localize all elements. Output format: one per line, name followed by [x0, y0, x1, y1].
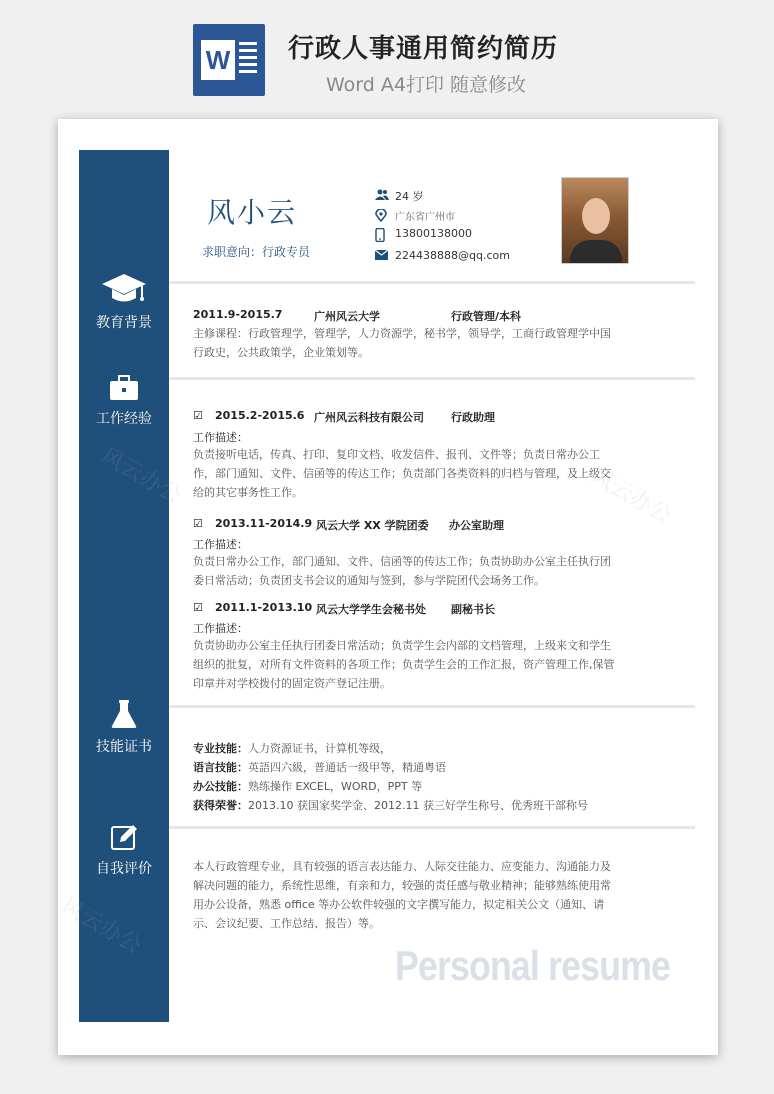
age-text: 24 岁 — [395, 190, 424, 203]
sidebar-item-education — [79, 272, 169, 332]
email-icon — [375, 250, 388, 260]
check-icon: ☑ — [193, 409, 203, 422]
work-company: 广州风云科技有限公司 — [314, 411, 424, 424]
map-pin-icon — [375, 209, 387, 222]
edit-icon — [109, 822, 139, 852]
skill-row: 语言技能：英語四六級，普通话一级甲等，精通粤语 — [193, 761, 446, 774]
work-desc-label: 工作描述： — [193, 538, 248, 551]
edu-major: 行政管理/本科 — [451, 310, 522, 323]
phone-icon — [375, 228, 385, 242]
work-role: 办公室助理 — [449, 519, 504, 532]
work-period: 2011.1-2013.10 — [215, 601, 313, 614]
work-desc-label: 工作描述： — [193, 431, 248, 444]
word-logo-letter: W — [201, 40, 235, 80]
resume-content — [169, 119, 718, 1055]
work-role: 行政助理 — [451, 411, 495, 424]
divider — [169, 377, 695, 380]
work-period: 2015.2-2015.6 — [215, 409, 305, 422]
word-logo-icon — [193, 24, 265, 96]
job-intent: 求职意向：行政专员 — [202, 245, 311, 259]
work-period: 2013.11-2014.9 — [215, 517, 313, 530]
work-desc-label: 工作描述： — [193, 622, 248, 635]
page-title: 行政人事通用简约简历 — [288, 34, 559, 64]
sidebar-label-education: 教育背景 — [96, 315, 152, 331]
phone-text: 13800138000 — [395, 227, 472, 240]
work-company: 风云大学 XX 学院团委 — [316, 519, 429, 532]
sidebar-label-self: 自我评价 — [96, 861, 152, 877]
skill-row: 办公技能：熟练操作 EXCEL，WORD，PPT 等 — [193, 780, 423, 793]
work-role: 副秘书长 — [451, 603, 495, 616]
watermark: 风云办公 — [586, 463, 676, 530]
check-icon: ☑ — [193, 601, 203, 614]
check-icon: ☑ — [193, 517, 203, 530]
graduation-cap-icon — [100, 272, 148, 306]
edu-courses: 主修课程：行政管理学，管理学，人力资源学，秘书学，领导学，工商行政管理学中国行政史，公共政策学，企业策划等。 — [193, 327, 611, 359]
work-desc: 负责接听电话，传真、打印、复印文档、收发信件、报刊、文件等；负责日常办公工作，部门通知、文件、信函等的传达工作；负责部门各类资料的归档与管理，及上级交给的其它事务性工作。 — [193, 448, 611, 499]
users-icon — [375, 189, 389, 201]
watermark: 风云办公 — [56, 893, 146, 960]
sidebar-item-work — [79, 374, 169, 428]
location-text: 广东省广州市 — [395, 212, 455, 223]
watermark: 风云办公 — [96, 443, 186, 510]
work-desc: 负责日常办公工作，部门通知、文件、信函等的传达工作；负责协助办公室主任执行团委日常活动；负责团支书会议的通知与签到，参与学院团代会场务工作。 — [193, 555, 611, 587]
page-header — [0, 0, 774, 110]
resume-name: 风小云 — [207, 196, 298, 229]
work-company: 风云大学学生会秘书处 — [316, 603, 426, 616]
divider — [169, 281, 695, 284]
briefcase-icon — [108, 374, 140, 402]
skill-row: 专业技能：人力资源证书，计算机等级， — [193, 742, 391, 755]
skill-row: 获得荣誉：2013.10 获国家奖学金、2012.11 获三好学生称号、优秀班干部称号 — [193, 799, 588, 812]
divider — [169, 705, 695, 708]
edu-school: 广州风云大学 — [314, 310, 380, 323]
sidebar-label-skills: 技能证书 — [96, 739, 152, 755]
avatar — [561, 177, 629, 264]
sidebar-item-skills — [79, 698, 169, 756]
divider — [169, 826, 695, 829]
sidebar-label-work: 工作经验 — [96, 411, 152, 427]
sidebar — [79, 150, 169, 1022]
page-subtitle: Word A4打印 随意修改 — [326, 74, 527, 96]
edu-period: 2011.9-2015.7 — [193, 308, 283, 321]
self-evaluation: 本人行政管理专业，具有较强的语言表达能力、人际交往能力、应变能力、沟通能力及解决问题的能力，系统性思维，有亲和力，较强的责任感与敬业精神；能够熟练使用常用办公设备，熟悉 office 等办公软件较强的文字撰写能力，拟定相关公文（通知、请示、会议纪要、工作总结、报告）等。 — [193, 860, 611, 930]
work-desc: 负责协助办公室主任执行团委日常活动；负责学生会内部的文档管理，上级来文和学生组织的批复，对所有文件资料的各项工作；负责学生会的工作汇报，资产管理工作,保管印章并对学校拨付的固定资产登记注册。 — [193, 639, 615, 690]
resume-page — [58, 119, 718, 1055]
flask-icon — [109, 698, 139, 730]
personal-resume-watermark: Personal resume — [395, 942, 670, 989]
sidebar-item-self — [79, 822, 169, 878]
email-text: 224438888@qq.com — [395, 249, 510, 262]
